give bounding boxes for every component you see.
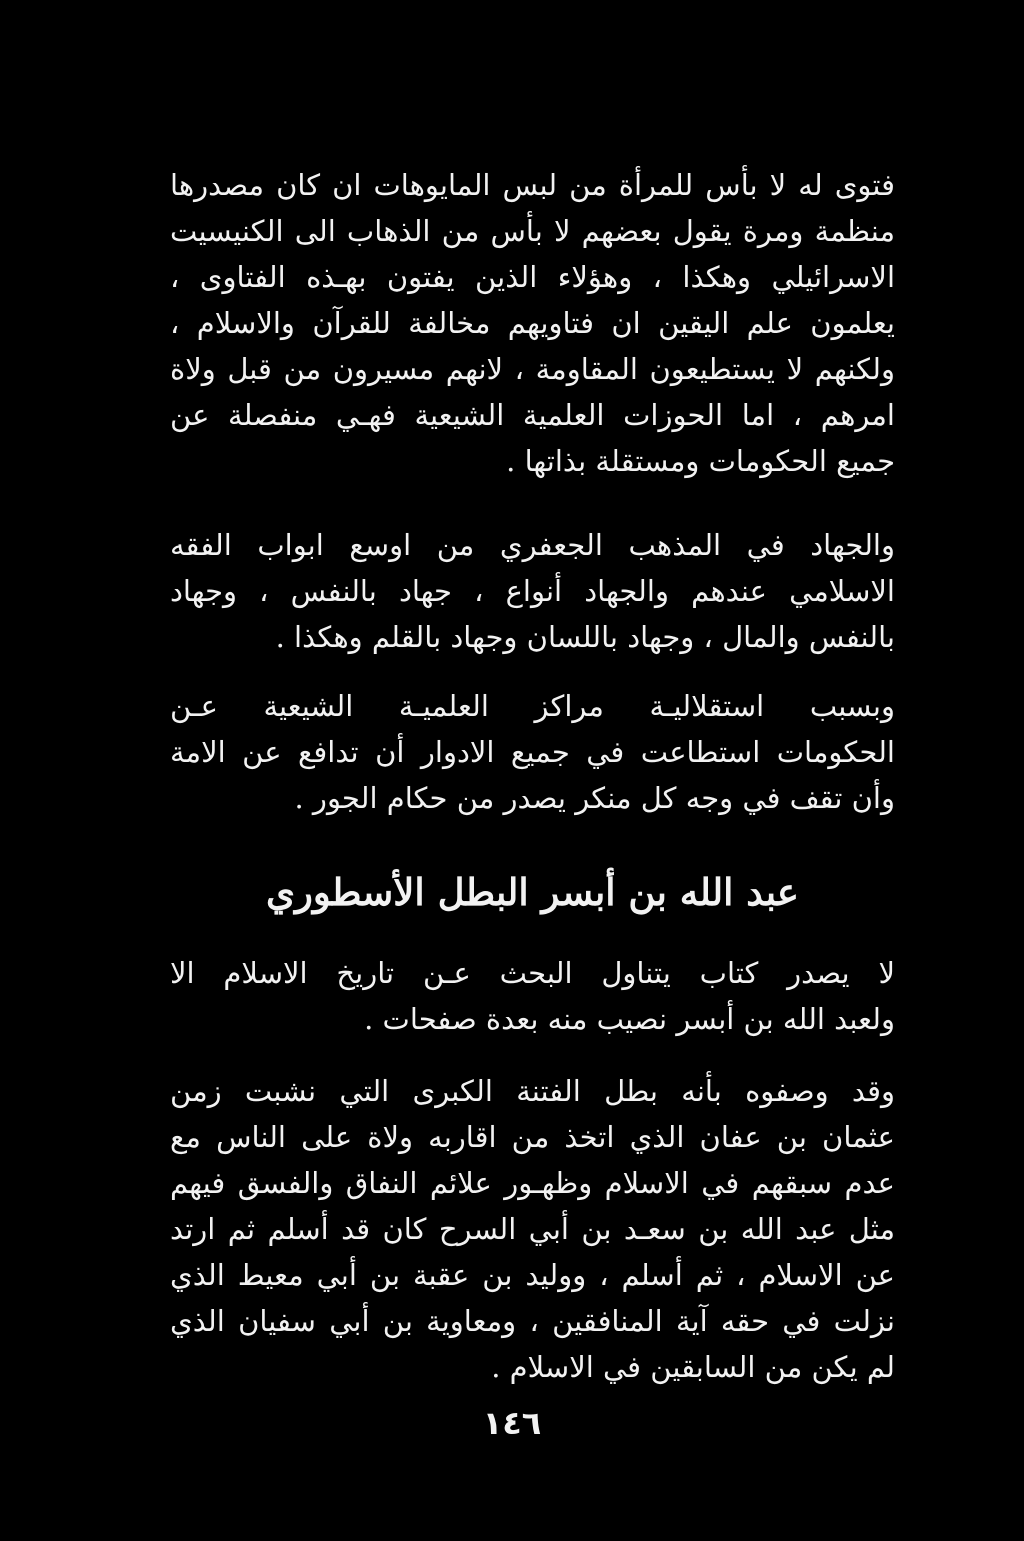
paragraph-jihad bbox=[170, 522, 895, 660]
text-line: الحكومات استطاعت في جميع الادوار أن تدافع عن الامة bbox=[170, 735, 895, 769]
text-line: وأن تقف في وجه كل منكر يصدر من حكام الجور . bbox=[294, 781, 895, 815]
paragraph-history-books bbox=[170, 950, 895, 1042]
paragraph-great-fitna bbox=[170, 1068, 895, 1390]
text-line: ولعبد الله بن أبسر نصيب منه بعدة صفحات . bbox=[364, 1002, 895, 1036]
text-line: مثل عبد الله بن سعـد بن أبي السرح كان قد أسلم ثم ارتد bbox=[170, 1212, 895, 1246]
text-line: لا يصدر كتاب يتناول البحث عـن تاريخ الاسلام الا bbox=[170, 956, 895, 990]
section-heading: عبد الله بن أبسر البطل الأسطوري bbox=[266, 870, 799, 914]
text-line: لم يكن من السابقين في الاسلام . bbox=[491, 1350, 895, 1384]
text-line: والجهاد في المذهب الجعفري من اوسع ابواب الفقه bbox=[170, 528, 895, 562]
text-line: الاسلامي عندهم والجهاد أنواع ، جهاد بالنفس ، وجهاد bbox=[170, 574, 895, 608]
text-line: وقد وصفوه بأنه بطل الفتنة الكبرى التي نشبت زمن bbox=[170, 1074, 895, 1108]
text-line: وبسبب استقلاليـة مراكز العلميـة الشيعية عـن bbox=[170, 689, 895, 723]
text-line: منظمة ومرة يقول بعضهم لا بأس من الذهاب الى الكنيسيت bbox=[170, 214, 895, 248]
page-number: ١٤٦ bbox=[482, 1404, 542, 1442]
text-line: جميع الحكومات ومستقلة بذاتها . bbox=[506, 444, 895, 478]
paragraph-independence-defense bbox=[170, 683, 895, 821]
text-line: عن الاسلام ، ثم أسلم ، ووليد بن عقبة بن أبي معيط الذي bbox=[170, 1258, 895, 1292]
text-line: امرهم ، اما الحوزات العلمية الشيعية فهـي منفصلة عن bbox=[170, 398, 895, 432]
text-line: يعلمون علم اليقين ان فتاويهم مخالفة للقرآن والاسلام ، bbox=[170, 306, 895, 340]
paragraph-fatwa-independence bbox=[170, 162, 895, 484]
text-line: ولكنهم لا يستطيعون المقاومة ، لانهم مسيرون من قبل ولاة bbox=[170, 352, 895, 386]
text-line: عثمان بن عفان الذي اتخذ من اقاربه ولاة على الناس مع bbox=[170, 1120, 895, 1154]
text-line: الاسرائيلي وهكذا ، وهؤلاء الذين يفتون بهـذه الفتاوى ، bbox=[170, 260, 895, 294]
text-line: فتوى له لا بأس للمرأة من لبس المايوهات ان كان مصدرها bbox=[170, 168, 895, 202]
text-line: بالنفس والمال ، وجهاد باللسان وجهاد بالقلم وهكذا . bbox=[275, 620, 895, 654]
text-line: نزلت في حقه آية المنافقين ، ومعاوية بن أبي سفيان الذي bbox=[170, 1304, 895, 1338]
text-line: عدم سبقهم في الاسلام وظهـور علائم النفاق والفسق فيهم bbox=[170, 1166, 895, 1200]
